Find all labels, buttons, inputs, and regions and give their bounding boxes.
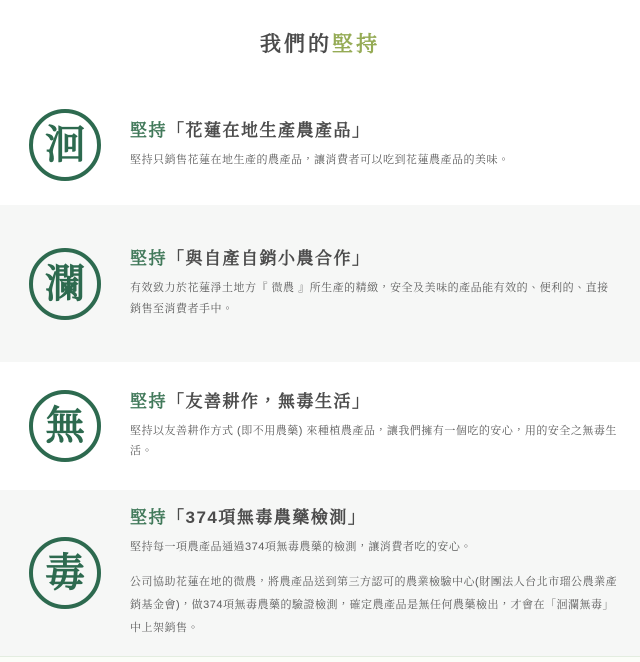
item-content [130,103,622,187]
heading-quote: 「374項無毒農藥檢測」 [167,508,367,527]
heading-quote: 「友善耕作，無毒生活」 [167,391,371,411]
page-title [260,28,380,58]
item-description: 有效致力於花蓮淨土地方『 微農 』所生產的精緻，安全及美味的產品能有效的、便利的、直接銷售至消費者手中。 [130,282,609,315]
badge-circle [29,109,101,181]
page-title-highlight: 堅持 [332,30,380,56]
item-description: 堅持每一項農產品通過374項無毒農藥的檢測，讓消費者吃的安心。 [130,540,472,553]
item-heading [130,506,618,530]
badge-circle [29,537,101,609]
heading-keyword: 堅持 [130,121,167,141]
badge-circle [29,248,101,320]
badge-character: 毒 [45,548,85,596]
item-heading [130,247,618,271]
badge-character: 洄 [45,121,85,168]
item-heading [130,119,618,143]
item-content [130,490,622,656]
commitment-item [0,490,640,656]
badge-column [0,537,130,609]
page-header [0,0,640,85]
badge-character: 無 [45,402,85,449]
heading-keyword: 堅持 [130,508,167,527]
item-content [130,231,622,336]
page-title-prefix: 我們的 [260,30,332,56]
commitment-item [0,85,640,205]
commitment-item [0,205,640,362]
badge-character: 瀾 [45,259,85,307]
item-description: 堅持只銷售花蓮在地生產的農產品，讓消費者可以吃到花蓮農產品的美味。 [130,153,510,166]
heading-keyword: 堅持 [130,249,167,269]
badge-column [0,248,130,320]
badge-column [0,390,130,462]
item-content [130,374,622,479]
section-divider [0,656,640,662]
badge-circle [29,390,101,462]
item-description-secondary: 公司協助花蓮在地的微農，將農產品送到第三方認可的農業檢驗中心(財團法人台北市瑠公農業產銷基金會)，做374項無毒農藥的驗證檢測，確定農產品是無任何農藥檢出，才會在「洄瀾無毒」中上架銷售。 [130,575,618,634]
item-description: 堅持以友善耕作方式 (即不用農藥) 來種植農產品，讓我們擁有一個吃的安心，用的安全之無毒生活。 [130,424,617,458]
commitment-item [0,362,640,490]
heading-keyword: 堅持 [130,391,167,411]
heading-quote: 「花蓮在地生產農產品」 [167,121,371,141]
badge-column [0,109,130,181]
heading-quote: 「與自產自銷小農合作」 [167,249,371,269]
item-heading [130,390,618,414]
